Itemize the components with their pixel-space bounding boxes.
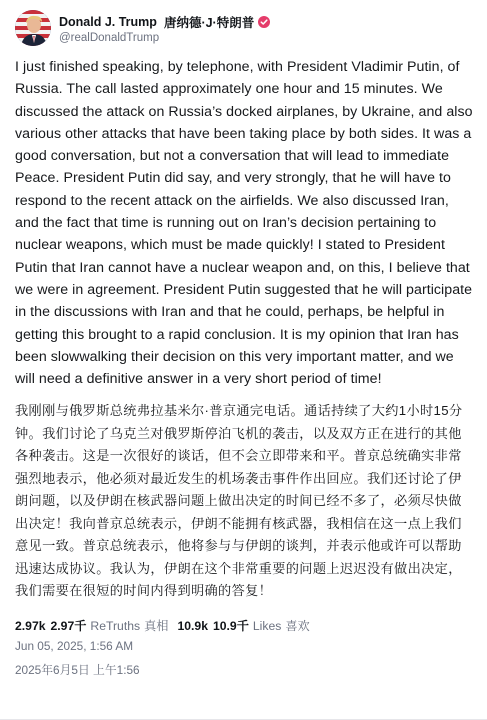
- author-display-name-cn[interactable]: 唐纳德·J·特朗普: [163, 15, 255, 30]
- avatar-photo-icon: [15, 10, 51, 46]
- post-stats: [15, 617, 473, 634]
- retruths-count[interactable]: 2.97k: [15, 618, 46, 633]
- avatar[interactable]: [15, 10, 51, 46]
- author-block: [59, 13, 270, 44]
- post-timestamp-cn: 2025年6月5日 上午1:56: [15, 662, 140, 677]
- author-handle[interactable]: @realDonaldTrump: [59, 31, 160, 44]
- post-header: [15, 7, 473, 49]
- retruths-label[interactable]: ReTruths: [90, 618, 141, 633]
- likes-count-cn[interactable]: 10.9千: [212, 618, 249, 633]
- author-name-line: [59, 13, 270, 31]
- author-display-name[interactable]: Donald J. Trump: [59, 14, 157, 29]
- likes-label-cn[interactable]: 喜欢: [285, 618, 310, 633]
- post-body-en: I just finished speaking, by telephone, with President Vladimir Putin, of Russia. The call lasted approximately one hour and 15 minutes. We discussed the attack on Russia’s docked airplanes, by Ukraine, and also various other attacks that have been taking place by both sides. It was a good conversation, but not a conversation that will lead to immediate Peace. President Putin did say, and very strongly, that he will have to respond to the recent attack on the airfields. We also discussed Iran, and the fact that time is running out on Iran’s decision pertaining to nuclear weapons, which must be made quickly! I stated to President Putin that Iran cannot have a nuclear weapon and, on this, I believe that we were in agreement. President Putin suggested that he will participate in the discussions with Iran and that he could, perhaps, be helpful in getting this brought to a rapid conclusion. It is my opinion that Iran has been slowwalking their decision on this very important matter, and we will need a definitive answer in a very short period of time!: [15, 59, 473, 388]
- post-timestamp[interactable]: Jun 05, 2025, 1:56 AM: [15, 638, 134, 653]
- retruths-count-cn[interactable]: 2.97千: [50, 618, 87, 633]
- retruths-label-cn[interactable]: 真相: [144, 618, 169, 633]
- likes-count[interactable]: 10.9k: [177, 618, 208, 633]
- likes-label[interactable]: Likes: [252, 618, 282, 633]
- verified-badge-icon: [258, 16, 270, 28]
- post-body-cn: 我刚刚与俄罗斯总统弗拉基米尔·普京通完电话。通话持续了大约1小时15分钟。我们讨论了乌克兰对俄罗斯停泊飞机的袭击，以及双方正在进行的其他各种袭击。这是一次很好的谈话，但不会立即带来和平。普京总统确实非常强烈地表示，他必须对最近发生的机场袭击事件作出回应。我们还讨论了伊朗问题，以及伊朗在核武器问题上做出决定的时间已经不多了，必须尽快做出决定！我向普京总统表示，伊朗不能拥有核武器，我相信在这一点上我们意见一致。普京总统表示，他将参与与伊朗的谈判，并表示他或许可以帮助迅速达成协议。我认为，伊朗在这个非常重要的问题上迟迟没有做出决定，我们需要在很短的时间内得到明确的答复！: [15, 403, 463, 599]
